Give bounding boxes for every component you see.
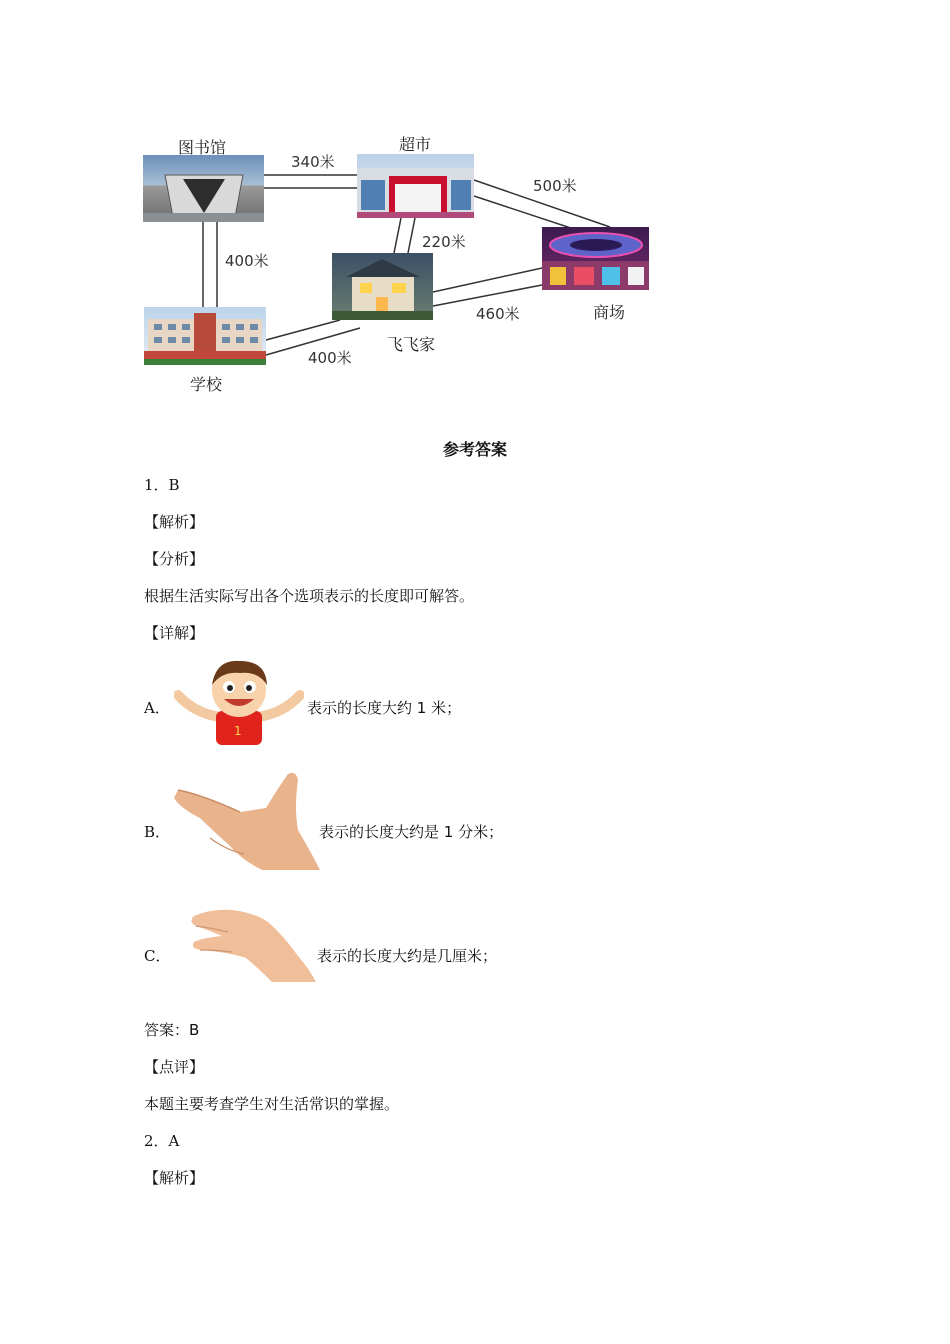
distance-library-school: 400米 (225, 252, 269, 270)
house-icon (332, 253, 433, 320)
supermarket-image (357, 154, 474, 218)
q1-dianping-text: 本题主要考查学生对生活常识的掌握。 (144, 1095, 400, 1113)
library-building-icon (143, 155, 264, 222)
svg-text:1: 1 (234, 724, 242, 738)
library-label: 图书馆 (178, 138, 227, 157)
mall-image (542, 227, 649, 290)
option-b-hand-span-image (170, 768, 320, 870)
library-image (143, 155, 264, 222)
q1-fenxi-heading: 【分析】 (144, 550, 205, 568)
option-a-label: A． (144, 699, 170, 717)
road-supermarket-home-2 (408, 218, 415, 253)
supermarket-label: 超市 (399, 135, 432, 154)
option-b-text: 表示的长度大约是 1 分米； (319, 823, 504, 841)
q1-number: 1．B (144, 476, 180, 494)
distance-school-home: 400米 (308, 349, 352, 367)
mall-label: 商场 (593, 303, 626, 322)
q1-answer: 答案：B (144, 1021, 200, 1039)
distance-library-supermarket: 340米 (291, 153, 335, 171)
q2-number: 2．A (144, 1132, 180, 1150)
option-a-text: 表示的长度大约 1 米； (307, 699, 462, 717)
finger-pinch-icon (188, 906, 316, 982)
option-c-text: 表示的长度大约是几厘米； (317, 947, 498, 965)
q1-fenxi-text: 根据生活实际写出各个选项表示的长度即可解答。 (144, 587, 475, 605)
supermarket-building-icon (357, 154, 474, 218)
school-building-icon (144, 307, 266, 365)
option-c-label: C． (144, 947, 171, 965)
home-label: 飞飞家 (387, 335, 436, 354)
distance-supermarket-home: 220米 (422, 233, 466, 251)
answers-title: 参考答案 (442, 440, 507, 459)
q1-jiexi-heading: 【解析】 (144, 513, 205, 531)
road-supermarket-home (394, 218, 401, 253)
q1-xiangjie-heading: 【详解】 (144, 624, 205, 642)
school-label: 学校 (190, 375, 223, 394)
distance-home-mall: 460米 (476, 305, 520, 323)
option-b-label: B． (144, 823, 171, 841)
option-c-finger-pinch-image (188, 906, 316, 982)
home-image (332, 253, 433, 320)
option-a-boy-arms-spread-image (174, 655, 304, 745)
q1-dianping-heading: 【点评】 (144, 1058, 205, 1076)
school-image (144, 307, 266, 365)
hand-span-icon (170, 768, 320, 870)
distance-supermarket-mall: 500米 (533, 177, 577, 195)
mall-building-icon (542, 227, 649, 290)
q2-jiexi-heading: 【解析】 (144, 1169, 205, 1187)
boy-icon (174, 655, 304, 745)
